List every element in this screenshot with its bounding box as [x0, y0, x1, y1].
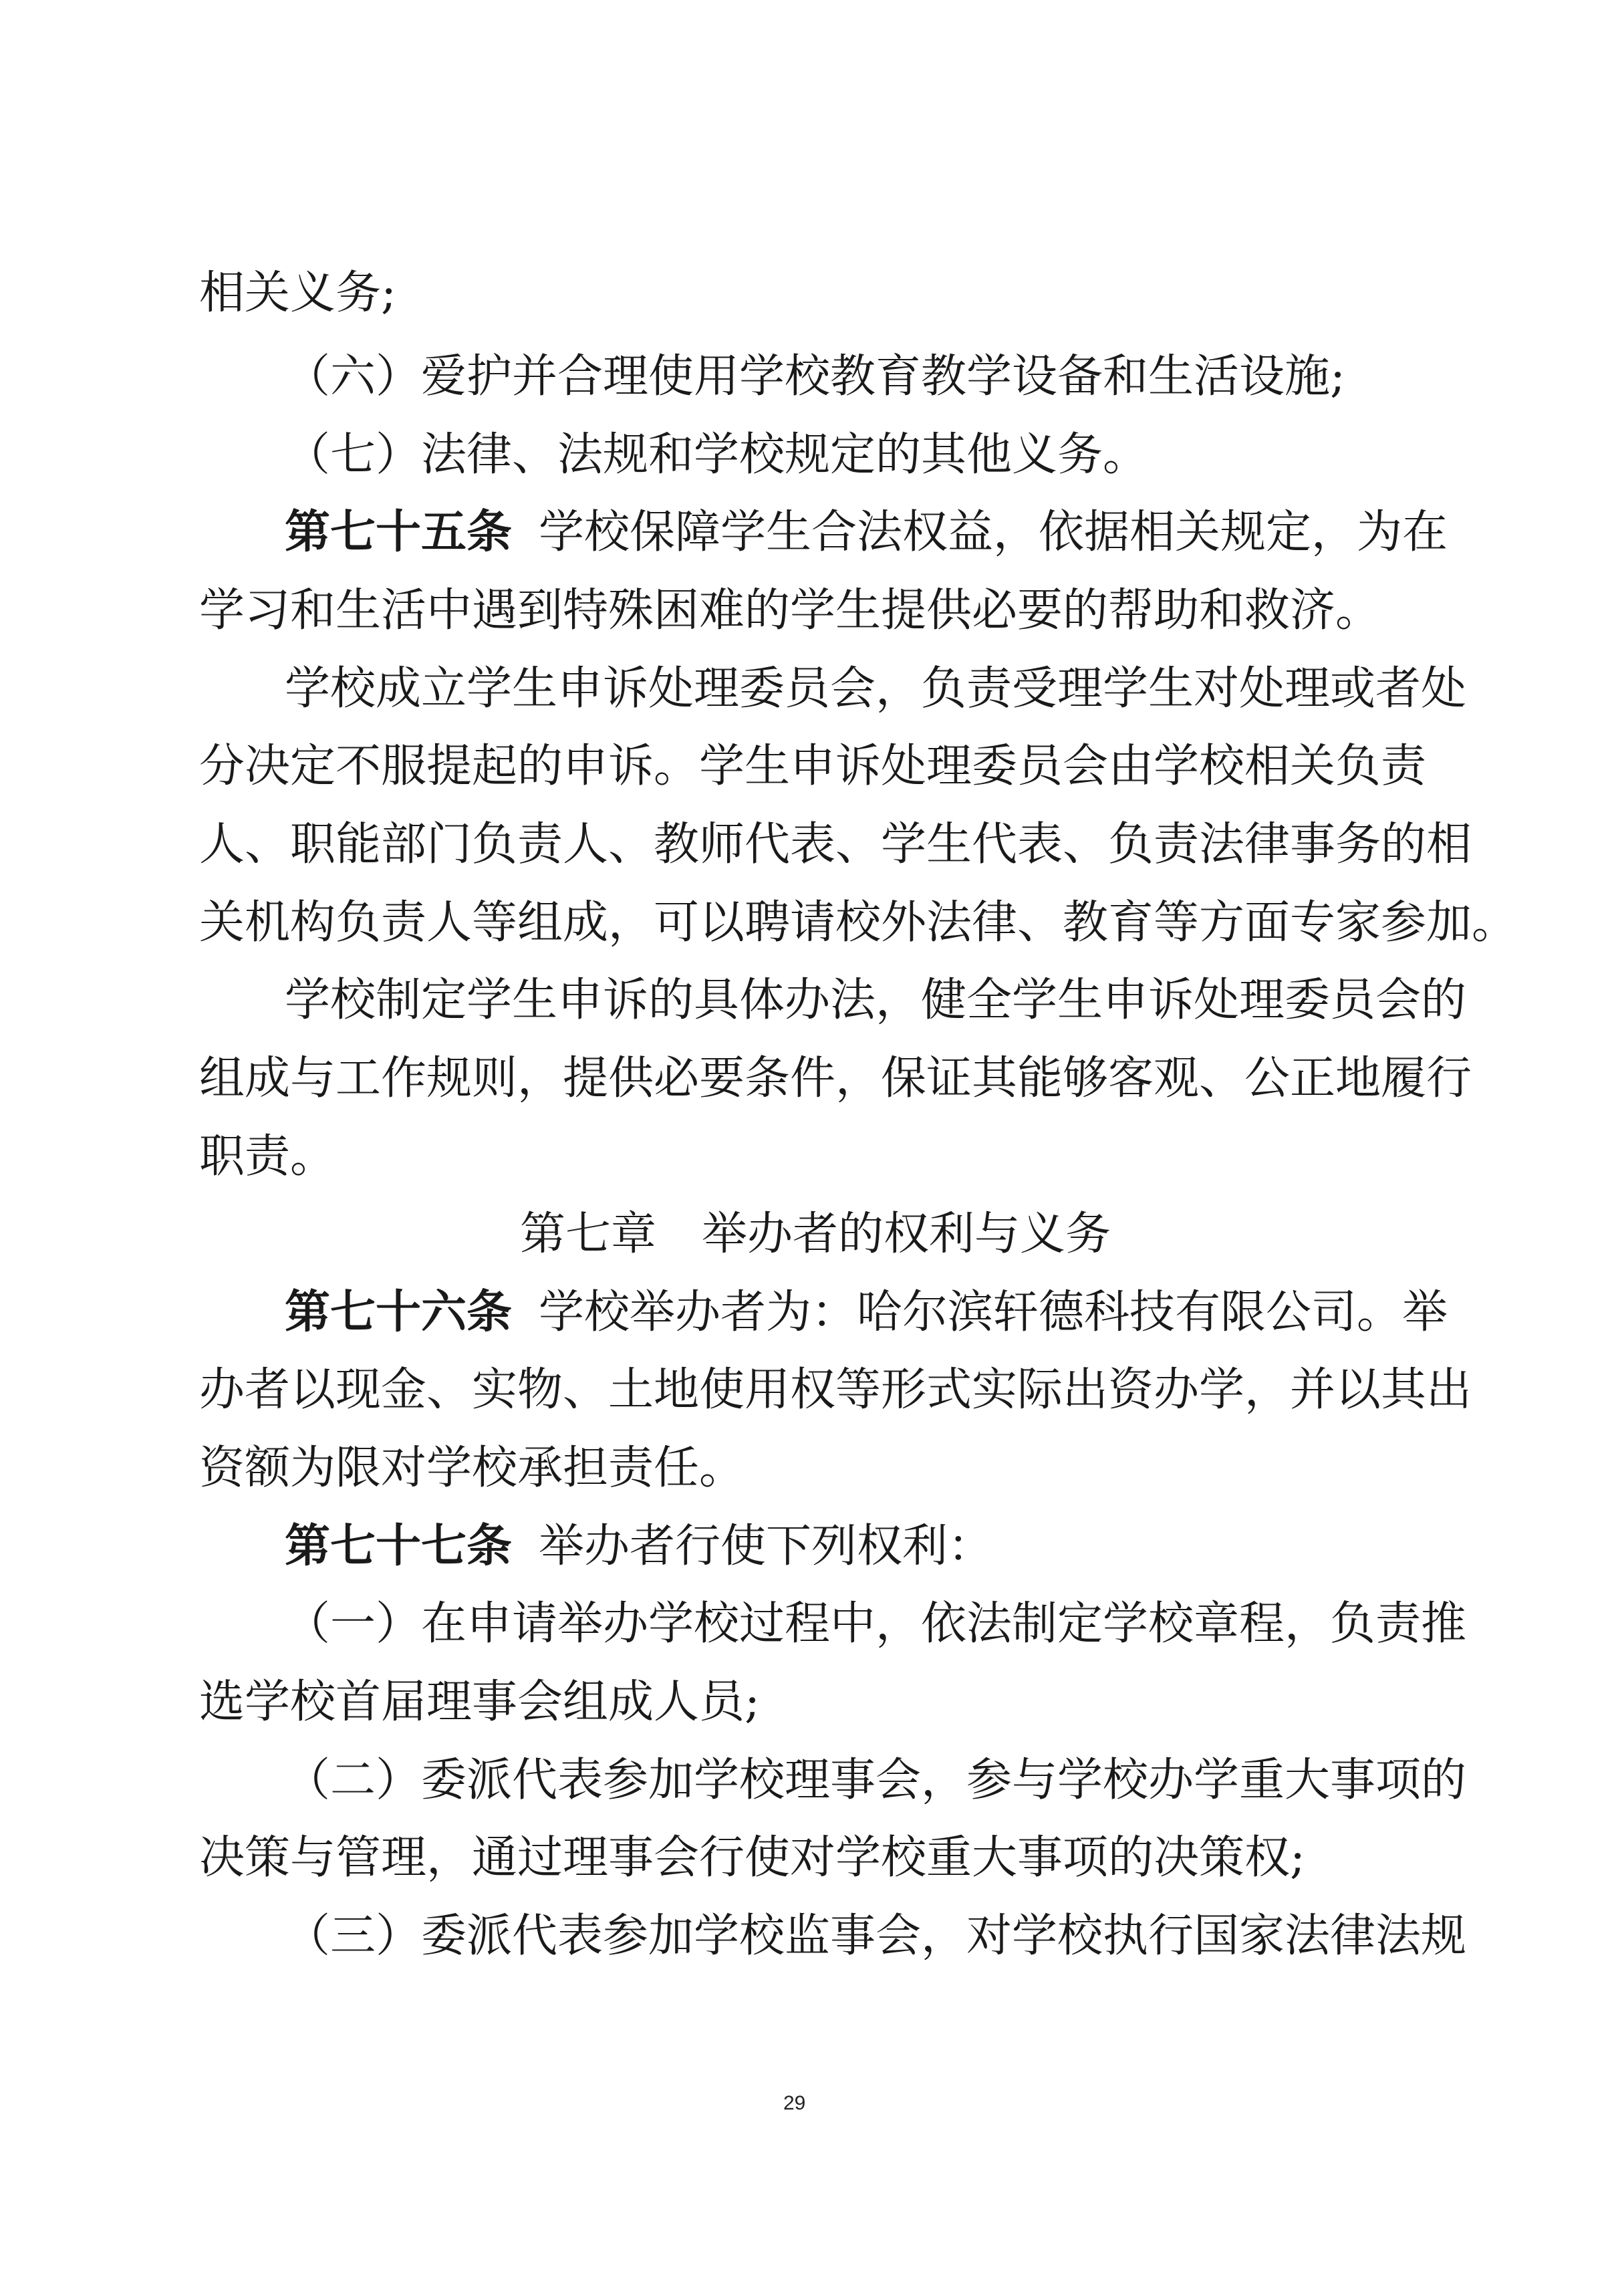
article-body: 举办者行使下列权利： — [539, 1520, 994, 1573]
list-item: （二）委派代表参加学校理事会，参与学校办学重大事项的 — [285, 1754, 1467, 1807]
article-body: 学校举办者为：哈尔滨轩德科技有限公司。举 — [539, 1286, 1448, 1339]
text-line: 职责。 — [199, 1130, 336, 1183]
text-line: 办者以现金、实物、土地使用权等形式实际出资办学，并以其出 — [199, 1364, 1472, 1416]
text-line: 资额为限对学校承担责任。 — [199, 1442, 745, 1495]
text-line: 学校成立学生申诉处理委员会，负责受理学生对处理或者处 — [285, 662, 1467, 715]
page-number: 29 — [783, 2092, 806, 2114]
text-line: 人、职能部门负责人、教师代表、学生代表、负责法律事务的相 — [199, 818, 1472, 871]
text-line: 决策与管理，通过理事会行使对学校重大事项的决策权; — [199, 1831, 1305, 1884]
article-heading: 第七十六条 — [285, 1286, 513, 1339]
text-line: 相关义务; — [199, 267, 396, 320]
text-line: 选学校首届理事会组成人员; — [199, 1676, 760, 1729]
text-line: 分决定不服提起的申诉。学生申诉处理委员会由学校相关负责 — [199, 740, 1427, 793]
text-line: 学校制定学生申诉的具体办法，健全学生申诉处理委员会的 — [285, 974, 1467, 1027]
article-75-line — [285, 506, 1448, 559]
article-77-line — [285, 1520, 994, 1573]
list-item: （六）爱护并合理使用学校教育教学设备和生活设施; — [285, 350, 1345, 403]
article-heading: 第七十七条 — [285, 1520, 513, 1573]
text-line: 组成与工作规则，提供必要条件，保证其能够客观、公正地履行 — [199, 1052, 1472, 1105]
article-body: 学校保障学生合法权益，依据相关规定，为在 — [539, 506, 1448, 559]
article-heading: 第七十五条 — [285, 506, 513, 559]
article-76-line — [285, 1286, 1448, 1339]
list-item: （七）法律、法规和学校规定的其他义务。 — [285, 428, 1149, 481]
chapter-heading: 第七章 举办者的权利与义务 — [520, 1208, 1111, 1261]
text-line: 学习和生活中遇到特殊困难的学生提供必要的帮助和救济。 — [199, 584, 1381, 637]
list-item: （一）在申请举办学校过程中，依法制定学校章程，负责推 — [285, 1598, 1467, 1650]
text-line: 关机构负责人等组成，可以聘请校外法律、教育等方面专家参加。 — [199, 896, 1518, 949]
list-item: （三）委派代表参加学校监事会，对学校执行国家法律法规 — [285, 1910, 1467, 1962]
